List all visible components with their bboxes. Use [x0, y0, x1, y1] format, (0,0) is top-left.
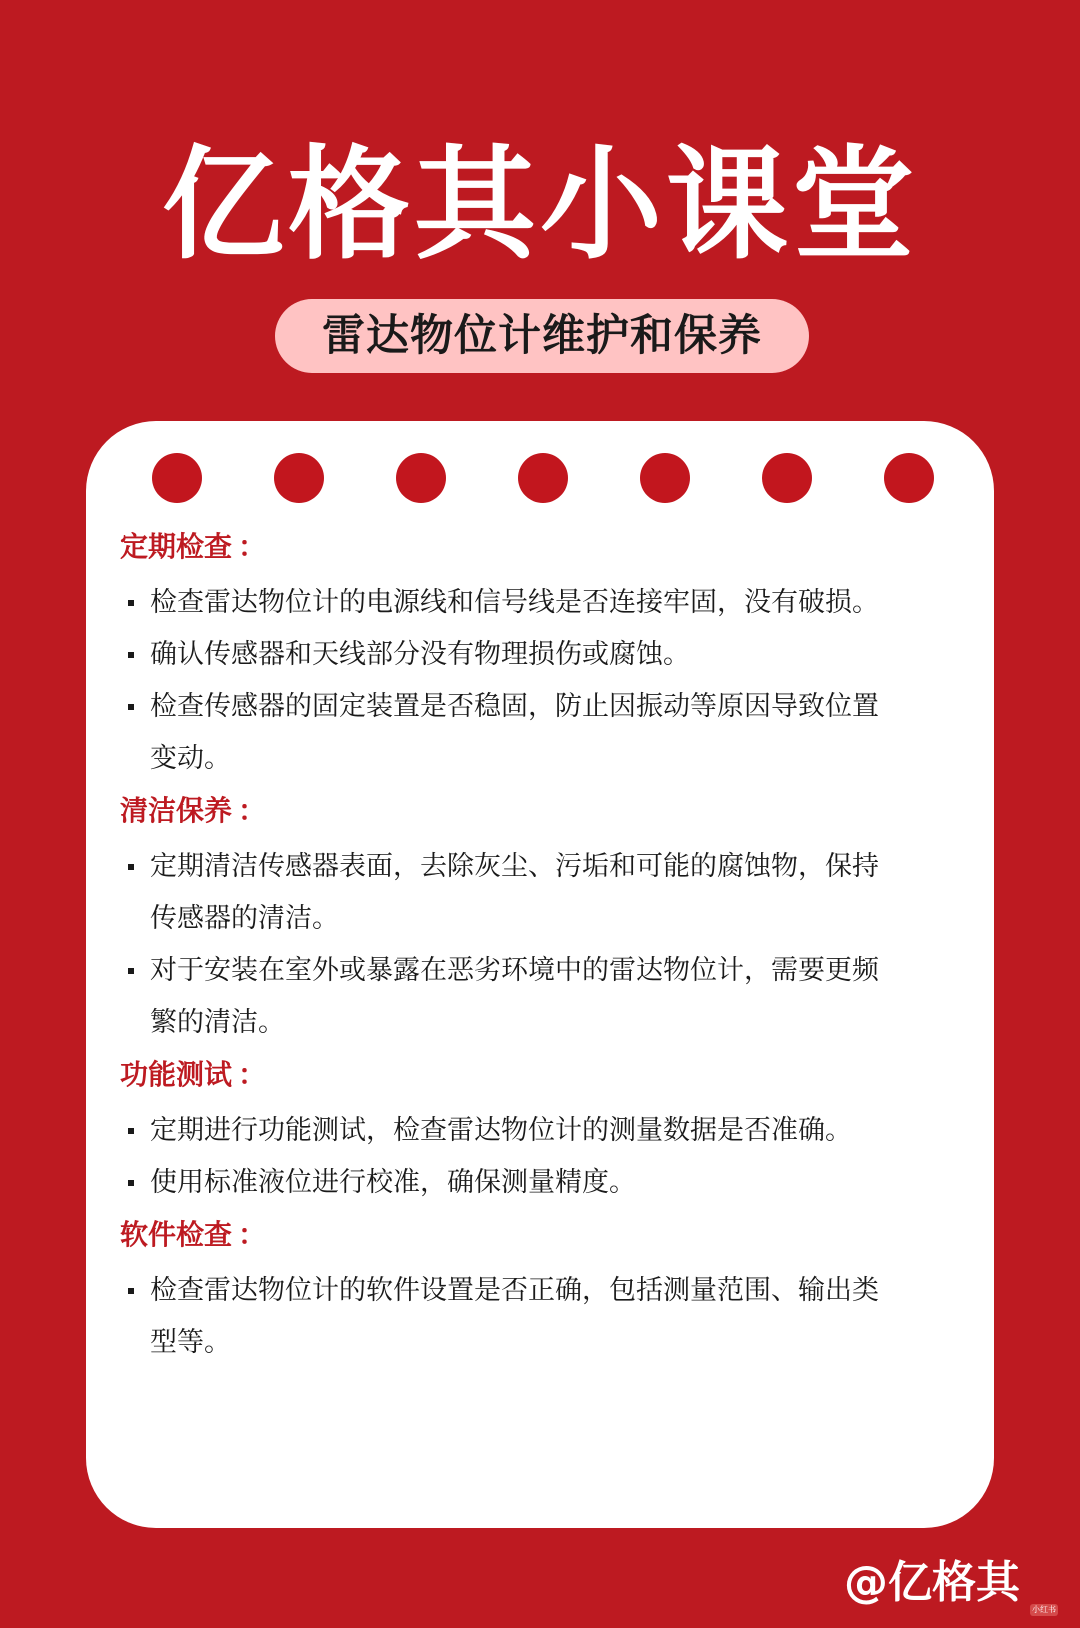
section-heading-text: 清洁保养: [120, 794, 233, 827]
platform-badge: 小红书: [1032, 1605, 1056, 1614]
page-title: 亿格其小课堂: [162, 134, 918, 276]
bullet-text: 检查雷达物位计的软件设置是否正确，包括测量范围、输出类型等。: [150, 1275, 879, 1358]
bullet-item: [120, 1265, 890, 1369]
bullet-text: 定期进行功能测试，检查雷达物位计的测量数据是否准确。: [150, 1115, 852, 1146]
subtitle-pill: 雷达物位计维护和保养: [275, 299, 809, 373]
binder-rings: [152, 453, 934, 503]
bullet-item: [120, 841, 890, 945]
bullet-dot-icon: [128, 1180, 134, 1186]
heading-colon: ：: [238, 1218, 267, 1251]
section-heading: [120, 1057, 960, 1093]
section-heading-text: 功能测试: [120, 1058, 233, 1091]
section-cleaning-maintenance: [120, 793, 960, 1049]
bullet-item: [120, 577, 890, 629]
notepad-card: [86, 421, 994, 1528]
bullet-item: [120, 681, 890, 785]
binder-ring-icon: [518, 453, 568, 503]
binder-ring-icon: [640, 453, 690, 503]
section-heading-text: 定期检查: [120, 530, 233, 563]
section-heading: [120, 793, 960, 829]
bullet-text: 定期清洁传感器表面，去除灰尘、污垢和可能的腐蚀物，保持传感器的清洁。: [150, 851, 879, 934]
bullet-dot-icon: [128, 968, 134, 974]
bullet-item: [120, 945, 890, 1049]
binder-ring-icon: [762, 453, 812, 503]
bullet-dot-icon: [128, 652, 134, 658]
bullet-text: 确认传感器和天线部分没有物理损伤或腐蚀。: [150, 639, 690, 670]
author-watermark: @亿格其: [844, 1557, 1020, 1608]
section-regular-inspection: [120, 529, 960, 785]
bullet-text: 使用标准液位进行校准，确保测量精度。: [150, 1167, 636, 1198]
bullet-dot-icon: [128, 600, 134, 606]
card-content: [120, 521, 960, 1369]
section-heading-text: 软件检查: [120, 1218, 233, 1251]
bullet-dot-icon: [128, 704, 134, 710]
section-heading: [120, 1217, 960, 1253]
binder-ring-icon: [396, 453, 446, 503]
bullet-dot-icon: [128, 1288, 134, 1294]
binder-ring-icon: [152, 453, 202, 503]
binder-ring-icon: [274, 453, 324, 503]
bullet-text: 对于安装在室外或暴露在恶劣环境中的雷达物位计，需要更频繁的清洁。: [150, 955, 879, 1038]
heading-colon: ：: [238, 530, 267, 563]
bullet-dot-icon: [128, 864, 134, 870]
section-heading: [120, 529, 960, 565]
bullet-item: [120, 1105, 890, 1157]
binder-ring-icon: [884, 453, 934, 503]
heading-colon: ：: [238, 1058, 267, 1091]
bullet-text: 检查传感器的固定装置是否稳固，防止因振动等原因导致位置变动。: [150, 691, 879, 774]
bullet-text: 检查雷达物位计的电源线和信号线是否连接牢固，没有破损。: [150, 587, 879, 618]
bullet-item: [120, 629, 890, 681]
bullet-dot-icon: [128, 1128, 134, 1134]
section-function-test: [120, 1057, 960, 1209]
bullet-item: [120, 1157, 890, 1209]
section-software-check: [120, 1217, 960, 1369]
heading-colon: ：: [238, 794, 267, 827]
